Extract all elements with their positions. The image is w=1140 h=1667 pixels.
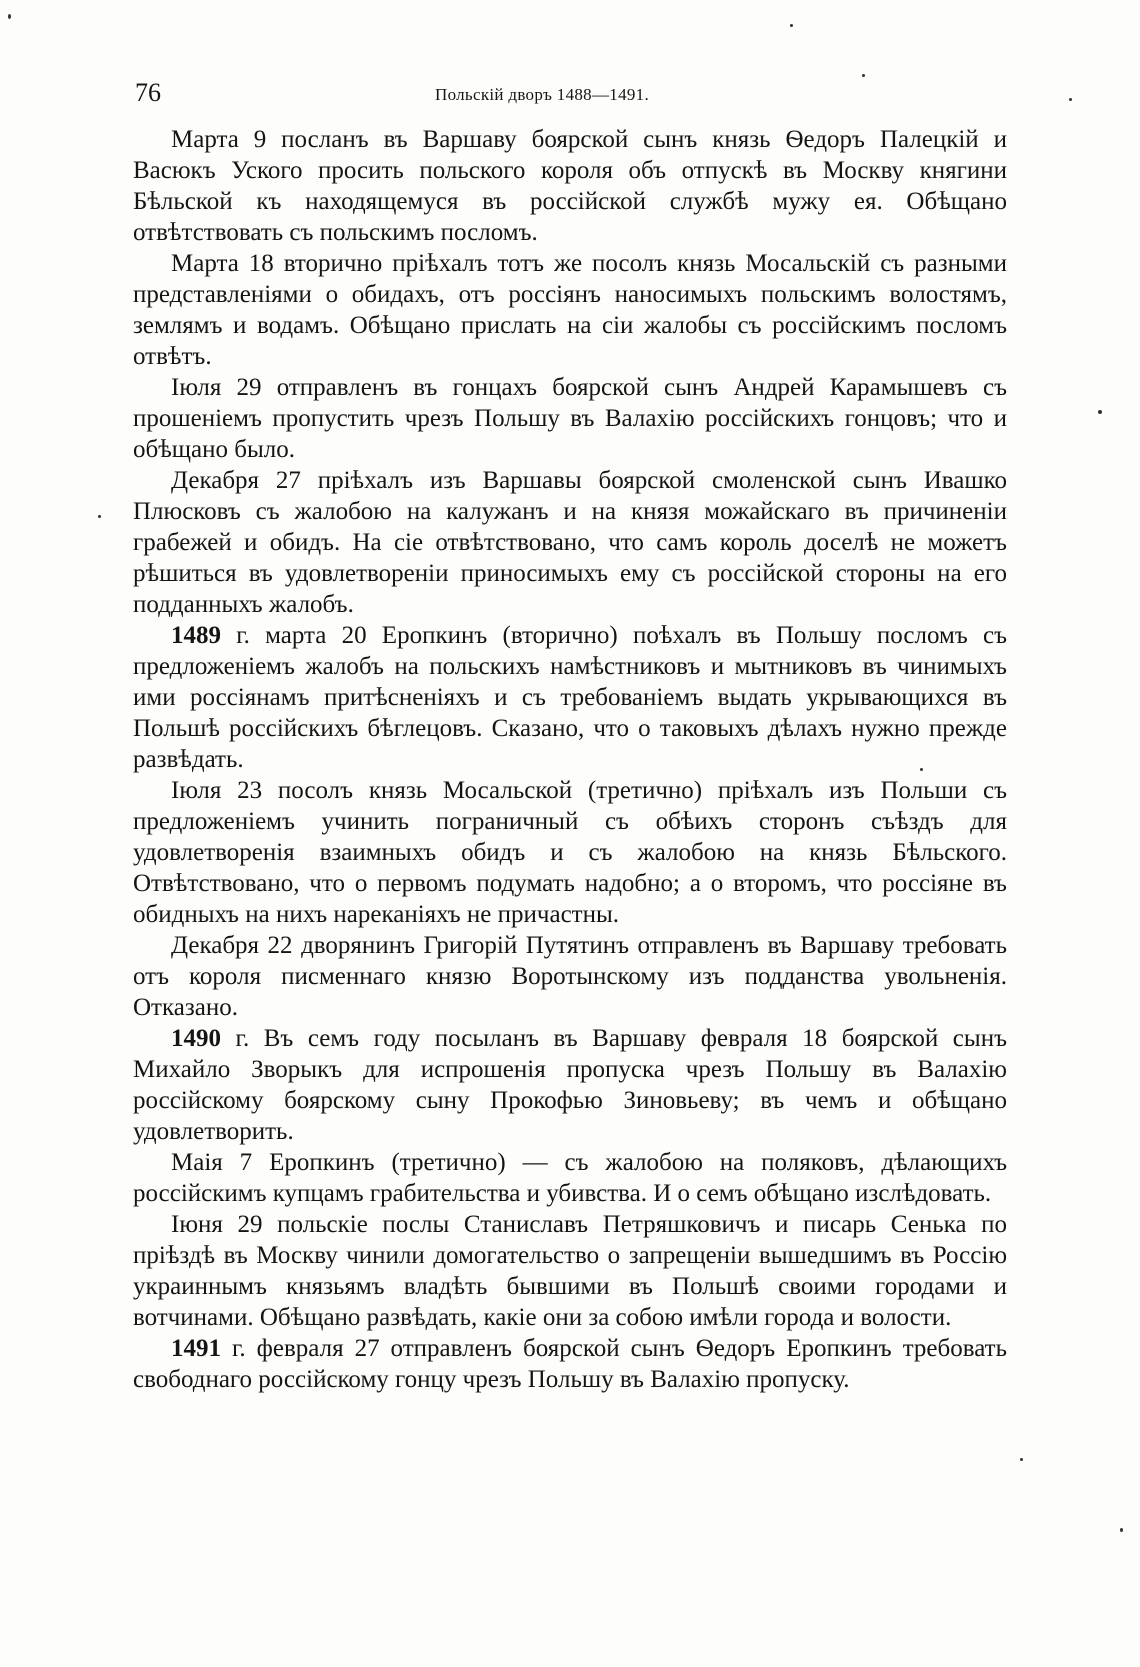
paragraph: Іюля 23 посолъ князь Мосальской (третично) пріѣхалъ изъ Польши съ предложеніемъ учинить пограничный съ обѣихъ сторонъ съѣздъ для удовлетворенія взаимныхъ обидъ и съ жалобою на князь Бѣльского. Отвѣтствовано, что о первомъ подумать надобно; а о второмъ, что россіяне въ обидныхъ на нихъ нареканіяхъ не причастны.: [133, 777, 1007, 928]
paragraph: Декабря 27 пріѣхалъ изъ Варшавы боярской смоленской сынъ Ивашко Плюсковъ съ жалобою на калужанъ и на князя можайскаго въ причиненіи грабежей и обидъ. На сіе отвѣтствовано, что самъ король доселѣ не можетъ рѣшиться въ удовлетвореніи приносимыхъ ему съ россійской стороны на его подданныхъ жалобъ.: [133, 467, 1007, 618]
paragraph: 1489 г. марта 20 Еропкинъ (вторично) поѣхалъ въ Польшу посломъ съ предложеніемъ жалобъ на польскихъ намѣстниковъ и мытниковъ въ чинимыхъ ими россіянамъ притѣсненіяхъ и съ требованіемъ выдать укрывающихся въ Польшѣ россійскихъ бѣглецовъ. Сказано, что о таковыхъ дѣлахъ нужно прежде развѣдать.: [133, 622, 1007, 773]
scan-speck: [1120, 1528, 1123, 1532]
page-header: [135, 78, 1005, 112]
scan-speck: [98, 515, 101, 518]
paragraph: Іюля 29 отправленъ въ гонцахъ боярской сынъ Андрей Карамышевъ съ прошеніемъ пропустить чрезъ Польшу въ Валахію россійскихъ гонцовъ; что и обѣщано было.: [133, 374, 1007, 463]
paragraph: 1491 г. февраля 27 отправленъ боярской сынъ Ѳедоръ Еропкинъ требовать свободнаго россійскому гонцу чрезъ Польшу въ Валахію пропуску.: [133, 1335, 1007, 1393]
paragraph: Іюня 29 польскіе послы Станиславъ Петряшковичъ и писарь Сенька по пріѣздѣ въ Москву чинили домогательство о запрещеніи вышедшимъ въ Россію украиннымъ князьямъ владѣть бывшими въ Польшѣ своими городами и вотчинами. Обѣщано развѣдать, какіе они за собою имѣли города и волости.: [133, 1211, 1007, 1331]
running-title: Польскій дворъ 1488—1491.: [435, 85, 650, 104]
page-number: 76: [135, 78, 161, 107]
year-marker: 1490: [171, 1025, 221, 1052]
paragraph: Марта 9 посланъ въ Варшаву боярской сынъ князь Ѳедоръ Палецкій и Васюкъ Уского просить польского короля объ отпускѣ въ Москву княгини Бѣльской къ находящемуся въ россійской службѣ мужу ея. Обѣщано отвѣтствовать съ польскимъ посломъ.: [133, 126, 1007, 246]
year-marker: 1489: [171, 622, 221, 649]
paragraph: Маія 7 Еропкинъ (третично) — съ жалобою на поляковъ, дѣлающихъ россійскимъ купцамъ грабительства и убивства. И о семъ обѣщано изслѣдовать.: [133, 1149, 1007, 1207]
scan-speck: [862, 74, 865, 77]
scan-speck: [8, 14, 11, 19]
scan-speck: [1098, 410, 1102, 414]
scan-speck: [790, 24, 793, 27]
paragraph: Декабря 22 дворянинъ Григорій Путятинъ отправленъ въ Варшаву требовать отъ короля писменнаго князю Воротынскому изъ подданства увольненія. Отказано.: [133, 932, 1007, 1021]
scan-speck: [1069, 98, 1072, 101]
year-marker: 1491: [171, 1335, 221, 1362]
paragraph: Марта 18 вторично пріѣхалъ тотъ же посолъ князь Мосальскій съ разными представленіями о обидахъ, отъ россіянъ наносимыхъ польскимъ волостямъ, землямъ и водамъ. Обѣщано прислать на сіи жалобы съ россійскимъ посломъ отвѣтъ.: [133, 250, 1007, 370]
paragraph: 1490 г. Въ семъ году посыланъ въ Варшаву февраля 18 боярской сынъ Михайло Зворыкъ для испрошенія пропуска чрезъ Польшу въ Валахію россійскому боярскому сыну Прокофью Зиновьеву; въ чемъ и обѣщано удовлетворить.: [133, 1025, 1008, 1145]
scan-speck: [1020, 1458, 1023, 1461]
body-text: [133, 124, 1007, 1395]
